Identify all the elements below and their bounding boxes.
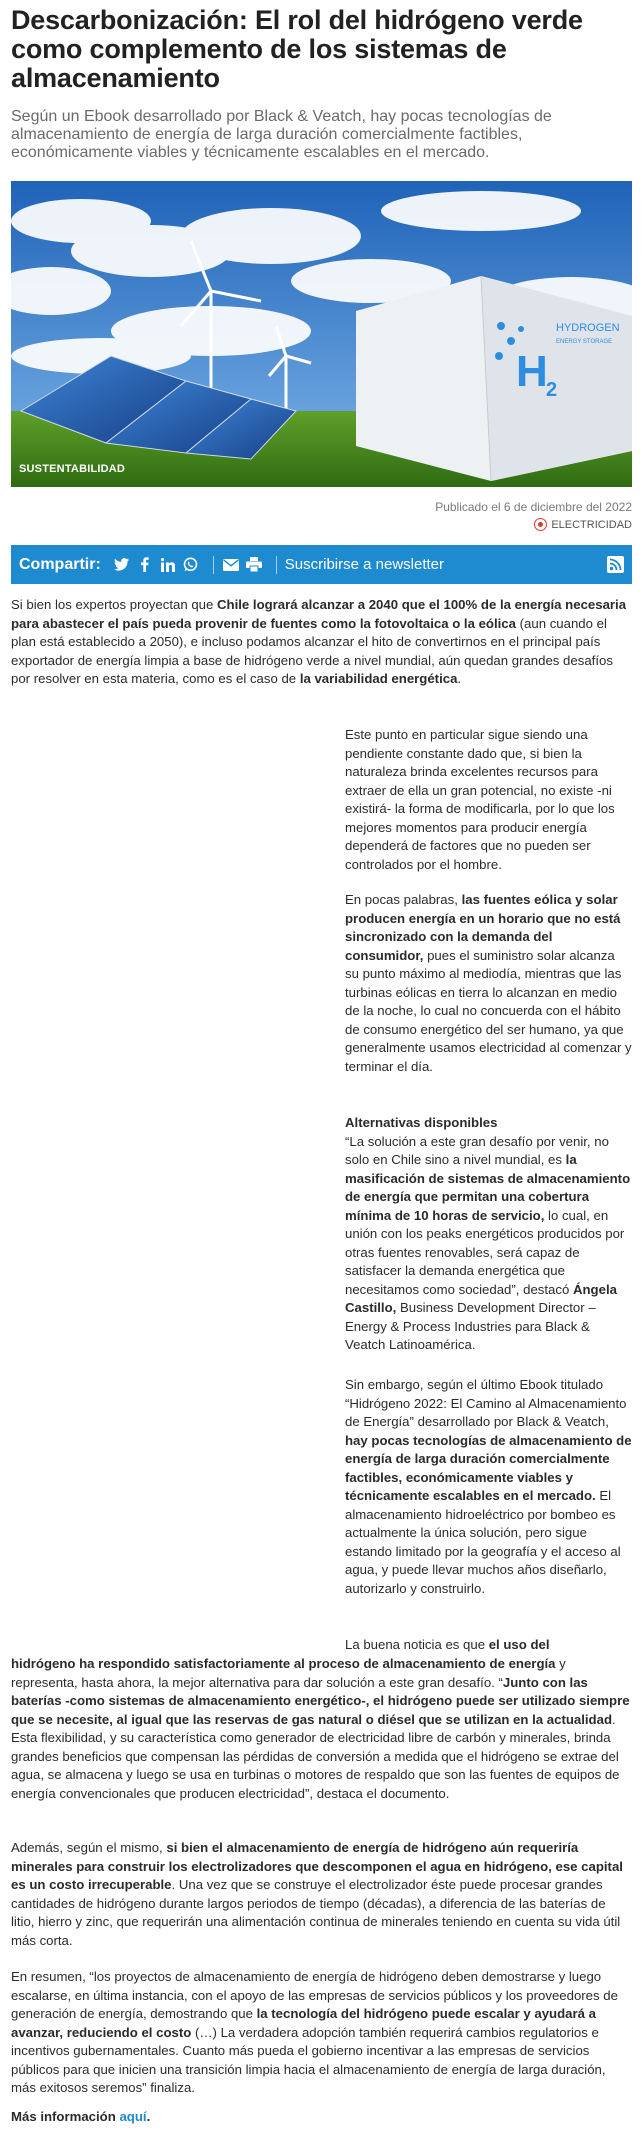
- text-emphasis: Ángela Castillo,: [345, 1281, 617, 1315]
- text-span: Business Development Director – Energy & Process Industries para Black & Veatch Latinoamérica.: [345, 1300, 596, 1352]
- text-span: “La solución a este gran desafío por venir, no solo en Chile sino a nivel mundial, es: [345, 1133, 609, 1167]
- linkedin-icon[interactable]: [159, 556, 177, 574]
- share-divider: [276, 556, 277, 574]
- whatsapp-icon[interactable]: [182, 556, 200, 574]
- article-title: Descarbonización: El rol del hidrógeno verde como complemento de los sistemas de almacenamiento: [11, 5, 583, 93]
- paragraph-alternatives: [345, 1114, 632, 1355]
- more-info-link[interactable]: aquí: [119, 2109, 147, 2124]
- text-emphasis: Junto con las baterías -como sistemas de almacenamiento energético-, el hidrógeno puede ser utilizado siempre que se necesite, al igual que las reservas de gas natural o diésel que se utilizan en la actualidad: [11, 1674, 630, 1727]
- text-span: Además, según el mismo,: [11, 1840, 167, 1855]
- text-span: La buena noticia es que: [345, 1637, 489, 1652]
- paragraph-ebook: [345, 1376, 632, 1598]
- print-icon[interactable]: [245, 556, 263, 574]
- paragraph-electrolyzers: [11, 1839, 632, 1950]
- hero-brand: HYDROGEN: [556, 322, 620, 334]
- category-tag[interactable]: SUSTENTABILIDAD: [19, 463, 126, 475]
- facebook-icon[interactable]: [136, 556, 154, 574]
- publish-date: Publicado el 6 de diciembre del 2022: [435, 500, 632, 514]
- text-span: (aun cuando el plan está establecido a 2050), e incluso podamos alcanzar el hito de convertirnos en el principal país exportador de energía limpia a base de hidrógeno verde a nivel mundial, aún quedan grandes desafíos por resolver en esta materia, como es el caso de: [11, 615, 613, 686]
- hero-image: [11, 181, 632, 487]
- hero-illustration: [11, 181, 632, 487]
- text-span: .: [146, 2109, 151, 2124]
- rss-icon[interactable]: [607, 556, 624, 573]
- paragraph-good-news: [11, 1655, 632, 1803]
- twitter-icon[interactable]: [113, 556, 131, 574]
- text-span: Sin embargo, según el último Ebook titulado “Hidrógeno 2022: El Camino al Almacenamiento de Energía” desarrollado por Black & Veatch,: [345, 1377, 627, 1429]
- text-span: y representa, hasta ahora, la mejor alternativa para dar solución a este gran desafío. “: [11, 1656, 566, 1690]
- text-span: . Una vez que se construye el electrolizador éste puede procesar grandes cantidades de hidrógeno durante largos periodos de tiempo (décadas), a diferencia de las baterías de litio, hierro y zinc, que requerirán una alimentación continua de minerales teniendo en cuenta su vida útil más corta.: [11, 1877, 621, 1948]
- text-emphasis: el uso del: [488, 1637, 550, 1652]
- paragraph-summary: [345, 891, 632, 1076]
- hero-h2-subscript: 2: [546, 379, 558, 401]
- text-emphasis: si bien el almacenamiento de energía de hidrógeno aún requeriría minerales para construir los electrolizadores que descomponen el agua en hidrógeno, ese capital es un costo irrecuperable: [11, 1840, 623, 1892]
- text-span: Si bien los expertos proyectan que: [11, 597, 217, 612]
- more-info: [11, 2108, 632, 2127]
- subheading-alternatives: Alternativas disponibles: [345, 1115, 498, 1130]
- text-emphasis: la masificación de sistemas de almacenamiento de energía que permitan una cobertura mínima de 10 horas de servicio,: [345, 1152, 631, 1223]
- text-emphasis: la variabilidad energética: [299, 671, 458, 686]
- category-label: ELECTRICIDAD: [551, 518, 632, 531]
- text-span: pues el suministro solar alcanza su punto máximo al mediodía, mientras que las turbinas eólicas en tierra lo alcanzan en medio de la noche, lo cual no concuerda con el hábito de consumo energético del ser humano, ya que generalmente usamos electricidad al comenzar y terminar el día.: [345, 947, 632, 1074]
- category-link[interactable]: [534, 518, 632, 531]
- share-bar: [11, 545, 632, 584]
- text-emphasis: Chile logrará alcanzar a 2040 que el 100% de la energía necesaria para abastecer el país pueda provenir de fuentes como la fotovoltaica o la eólica: [11, 597, 627, 631]
- paragraph-conclusion: [11, 1968, 632, 2098]
- article-lead: Según un Ebook desarrollado por Black & Veatch, hay pocas tecnologías de almacenamiento de energía de larga duración comercialmente factibles, económicamente viables y técnicamente escalables en el mercado.: [11, 108, 552, 161]
- text-span: En resumen, “los proyectos de almacenamiento de energía de hidrógeno deben demostrarse y luego escalarse, en última instancia, con el apoyo de las empresas de servicios públicos y los proveedores de generación de energía, demostrando que: [11, 1969, 618, 2021]
- text-emphasis: hidrógeno ha respondido satisfactoriamente al proceso de almacenamiento de energía: [11, 1656, 556, 1671]
- paragraph-variability: Este punto en particular sigue siendo una pendiente constante dado que, si bien la naturaleza brinda excelentes recursos para extraer de ella un gran potencial, no existe -ni existirá- la forma de modificarla, por lo que los mejores momentos para producir energía dependerá de factores que no pueden ser controlados por el hombre.: [345, 727, 615, 872]
- newsletter-link[interactable]: Suscribirse a newsletter: [284, 556, 445, 573]
- more-info-label: Más información: [11, 2109, 120, 2124]
- paragraph-intro: [11, 596, 632, 689]
- text-span: El almacenamiento hidroeléctrico por bombeo es actualmente la única solución, pero sigue estando limitado por la geografía y el acceso al agua, y puede llevar muchos años diseñarlo, autorizarlo y construirlo.: [345, 1488, 621, 1596]
- hero-brand-sub: ENERGY STORAGE: [556, 339, 613, 345]
- text-span: . Esta flexibilidad, y su característica como generador de electricidad libre de carbón y minerales, brinda grandes beneficios que compensan las pérdidas de conversión a medida que el hidrógeno se extrae del agua, se almacena y luego se usa en turbinas o motores de respaldo que son las fuentes de equipos de energía convencionales que producen electricidad”, destaca el documento.: [11, 1711, 620, 1801]
- text-span: .: [457, 671, 462, 686]
- email-icon[interactable]: [222, 556, 240, 574]
- share-divider: [213, 556, 214, 574]
- share-label: Compartir:: [19, 555, 101, 573]
- text-emphasis: la tecnología del hidrógeno puede escalar y ayudará a avanzar, reduciendo el costo: [11, 2006, 596, 2040]
- text-span: lo cual, en unión con los peaks energéticos producidos por otras fuentes renovables, será capaz de satisfacer la demanda energética que necesitamos como sociedad”, destacó: [345, 1207, 625, 1297]
- text-span: (…) La verdadera adopción también requerirá cambios regulatorios e incentivos gubernamentales. Cuanto más pueda el gobierno incentivar a las empresas de servicios públicos para que inicien una transición limpia hacia el almacenamiento de energía de larga duración, más exitosos seremos” finaliza.: [11, 2024, 606, 2095]
- text-emphasis: las fuentes eólica y solar producen energía en un horario que no está sincronizado con la demanda del consumidor,: [345, 892, 621, 963]
- paragraph-good-news-start: [345, 1636, 632, 1655]
- text-emphasis: hay pocas tecnologías de almacenamiento de energía de larga duración comercialmente factibles, económicamente viables y técnicamente escalables en el mercado.: [345, 1432, 632, 1503]
- bolt-icon: [534, 518, 547, 531]
- hero-h2-label: H: [516, 347, 548, 396]
- text-span: En pocas palabras,: [345, 892, 462, 907]
